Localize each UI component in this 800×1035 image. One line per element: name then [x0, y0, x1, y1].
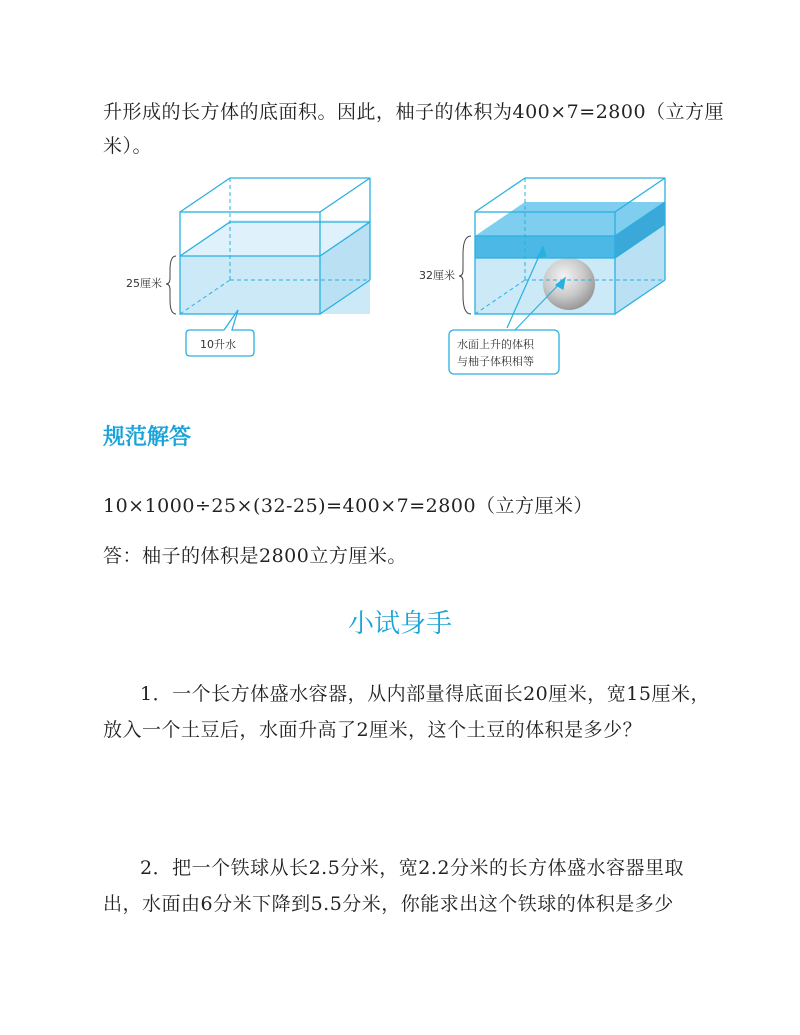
solution-heading: 规范解答 — [103, 425, 192, 450]
height-label-right: 32厘米 — [419, 269, 455, 282]
solution-answer: 答：柚子的体积是2800立方厘米。 — [103, 545, 407, 567]
intro-line-1: 升形成的长方体的底面积。因此，柚子的体积为400×7=2800（立方厘 — [103, 101, 725, 123]
container-diagram-left — [120, 170, 390, 370]
practice-heading: 小试身手 — [347, 609, 452, 639]
question-2-line-2: 出，水面由6分米下降到5.5分米，你能求出这个铁球的体积是多少 — [103, 893, 674, 915]
callout-text-left: 10升水 — [200, 338, 236, 351]
question-2-line-1: 2．把一个铁球从长2.5分米，宽2.2分米的长方体盛水容器里取 — [140, 857, 685, 879]
callout-text-right-1: 水面上升的体积 — [457, 338, 534, 351]
grapefruit-icon — [543, 258, 595, 310]
container-diagram-right — [415, 170, 685, 380]
height-brace-right — [459, 236, 471, 314]
question-1-line-2: 放入一个土豆后，水面升高了2厘米，这个土豆的体积是多少？ — [103, 719, 643, 741]
intro-line-2: 米）。 — [103, 135, 153, 157]
callout-text-right-2: 与柚子体积相等 — [457, 355, 534, 368]
question-1-line-1: 1．一个长方体盛水容器，从内部量得底面长20厘米，宽15厘米， — [140, 683, 710, 705]
height-label-left: 25厘米 — [126, 277, 162, 290]
height-brace-left — [166, 256, 176, 314]
solution-formula: 10×1000÷25×(32-25)=400×7=2800（立方厘米） — [103, 495, 594, 517]
